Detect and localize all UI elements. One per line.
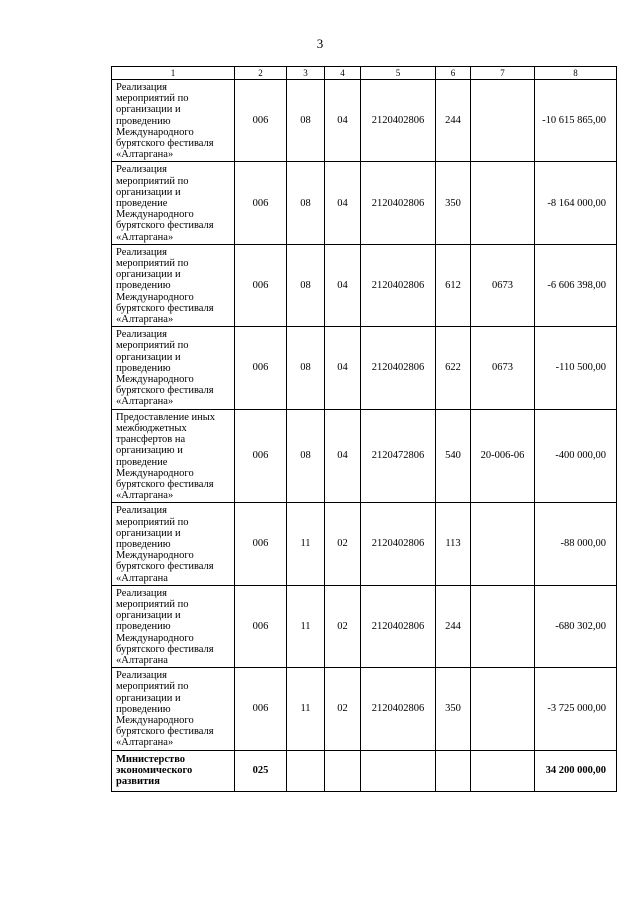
code-cell (471, 162, 535, 244)
table-body (112, 67, 617, 792)
code-cell: 2120402806 (361, 244, 436, 326)
code-cell: 04 (325, 244, 361, 326)
table-row (112, 327, 617, 409)
column-header: 2 (235, 67, 287, 80)
description-line: Международного (116, 714, 194, 726)
code-cell: 622 (436, 327, 471, 409)
column-header: 3 (287, 67, 325, 80)
code-cell: 2120402806 (361, 585, 436, 667)
amount-cell: -6 606 398,00 (535, 244, 617, 326)
description-line: организации и (116, 610, 181, 622)
description-cell (112, 327, 235, 409)
description-line: организации и (116, 104, 181, 116)
amount-cell: 34 200 000,00 (535, 750, 617, 791)
description-line: Международного (116, 632, 194, 644)
code-cell (325, 750, 361, 791)
description-line: проведению (116, 362, 171, 374)
column-header: 5 (361, 67, 436, 80)
table-row (112, 162, 617, 244)
description-line: Реализация (116, 505, 167, 517)
description-line: Международного (116, 550, 194, 562)
description-line: трансфертов на (116, 434, 186, 446)
code-cell: 2120402806 (361, 162, 436, 244)
description-line: Реализация (116, 329, 167, 341)
code-cell (471, 585, 535, 667)
description-line: проведению (116, 538, 171, 550)
description-line: организации и (116, 186, 181, 198)
description-line: проведению (116, 280, 171, 292)
description-line: Министерство (116, 753, 186, 765)
code-cell: 04 (325, 162, 361, 244)
description-line: проведению (116, 621, 171, 633)
code-cell (471, 80, 535, 162)
table-row (112, 409, 617, 503)
description-line: Реализация (116, 82, 167, 93)
column-header: 7 (471, 67, 535, 80)
description-line: проведению (116, 115, 171, 127)
code-cell (471, 668, 535, 750)
code-cell: 2120402806 (361, 503, 436, 585)
description-line: «Алтаргана» (116, 149, 174, 161)
description-line: Предоставление иных (116, 411, 216, 423)
code-cell (287, 750, 325, 791)
code-cell: 0673 (471, 327, 535, 409)
description-line: экономического (116, 764, 193, 776)
code-cell: 08 (287, 409, 325, 503)
code-cell: 540 (436, 409, 471, 503)
code-cell: 20-006-06 (471, 409, 535, 503)
code-cell: 113 (436, 503, 471, 585)
code-cell: 08 (287, 327, 325, 409)
code-cell: 006 (235, 80, 287, 162)
description-line: бурятского фестиваля (116, 561, 214, 573)
description-line: мероприятий по (116, 598, 189, 610)
description-line: проведению (116, 703, 171, 715)
description-cell (112, 668, 235, 750)
description-line: Реализация (116, 587, 167, 599)
description-line: развития (116, 776, 160, 788)
amount-cell: -88 000,00 (535, 503, 617, 585)
column-header: 4 (325, 67, 361, 80)
description-line: бурятского фестиваля (116, 478, 214, 490)
code-cell: 04 (325, 327, 361, 409)
table-row (112, 503, 617, 585)
description-line: Реализация (116, 670, 167, 682)
code-cell: 350 (436, 668, 471, 750)
amount-cell: -3 725 000,00 (535, 668, 617, 750)
column-header: 1 (112, 67, 235, 80)
description-line: мероприятий по (116, 681, 189, 693)
table-row (112, 585, 617, 667)
description-line: межбюджетных (116, 422, 187, 434)
description-cell (112, 244, 235, 326)
description-line: организацию и (116, 445, 183, 457)
column-header: 8 (535, 67, 617, 80)
code-cell: 02 (325, 503, 361, 585)
code-cell: 2120402806 (361, 80, 436, 162)
code-cell (436, 750, 471, 791)
description-line: «Алтаргана (116, 654, 168, 666)
code-cell: 2120402806 (361, 327, 436, 409)
amount-cell: -400 000,00 (535, 409, 617, 503)
description-cell (112, 409, 235, 503)
code-cell: 11 (287, 585, 325, 667)
description-cell (112, 585, 235, 667)
code-cell: 006 (235, 668, 287, 750)
description-line: Реализация (116, 164, 167, 176)
description-line: организации и (116, 269, 181, 281)
code-cell: 2120472806 (361, 409, 436, 503)
amount-cell: -8 164 000,00 (535, 162, 617, 244)
description-line: бурятского фестиваля (116, 220, 214, 232)
description-line: мероприятий по (116, 175, 189, 187)
description-line: организации и (116, 351, 181, 363)
total-row (112, 750, 617, 791)
table-row (112, 80, 617, 162)
description-line: «Алтаргана» (116, 314, 174, 326)
code-cell: 006 (235, 409, 287, 503)
description-line: проведение (116, 456, 168, 468)
code-cell: 006 (235, 162, 287, 244)
description-cell (112, 162, 235, 244)
description-line: бурятского фестиваля (116, 138, 214, 150)
table-row (112, 668, 617, 750)
description-line: Международного (116, 291, 194, 303)
code-cell: 006 (235, 327, 287, 409)
code-cell: 244 (436, 585, 471, 667)
description-line: бурятского фестиваля (116, 302, 214, 314)
code-cell: 02 (325, 585, 361, 667)
code-cell: 0673 (471, 244, 535, 326)
table-row (112, 244, 617, 326)
code-cell: 08 (287, 244, 325, 326)
code-cell: 2120402806 (361, 668, 436, 750)
code-cell: 006 (235, 585, 287, 667)
code-cell: 006 (235, 503, 287, 585)
description-line: мероприятий по (116, 93, 189, 105)
description-line: бурятского фестиваля (116, 726, 214, 738)
code-cell: 006 (235, 244, 287, 326)
description-line: «Алтаргана» (116, 490, 174, 502)
code-cell: 350 (436, 162, 471, 244)
description-line: Реализация (116, 246, 167, 258)
code-cell (361, 750, 436, 791)
description-line: бурятского фестиваля (116, 385, 214, 397)
amount-cell: -110 500,00 (535, 327, 617, 409)
page-number: 3 (316, 36, 324, 51)
description-line: мероприятий по (116, 516, 189, 528)
code-cell: 11 (287, 503, 325, 585)
code-cell: 612 (436, 244, 471, 326)
code-cell: 04 (325, 409, 361, 503)
amount-cell: -10 615 865,00 (535, 80, 617, 162)
description-line: «Алтаргана» (116, 396, 174, 408)
description-line: организации и (116, 527, 181, 539)
description-cell (112, 503, 235, 585)
code-cell: 02 (325, 668, 361, 750)
description-line: Международного (116, 209, 194, 221)
description-line: мероприятий по (116, 258, 189, 270)
column-header: 6 (436, 67, 471, 80)
code-cell: 025 (235, 750, 287, 791)
code-cell: 04 (325, 80, 361, 162)
description-line: организации и (116, 692, 181, 704)
description-line: бурятского фестиваля (116, 643, 214, 655)
description-line: Международного (116, 467, 194, 479)
header-row (112, 67, 617, 80)
description-line: «Алтаргана (116, 572, 168, 584)
description-line: «Алтаргана» (116, 231, 174, 243)
code-cell (471, 503, 535, 585)
description-line: «Алтаргана» (116, 737, 174, 749)
description-cell (112, 750, 235, 791)
description-line: Международного (116, 126, 194, 138)
description-cell (112, 80, 235, 162)
code-cell: 08 (287, 80, 325, 162)
budget-table (111, 66, 617, 792)
amount-cell: -680 302,00 (535, 585, 617, 667)
description-line: Международного (116, 374, 194, 386)
code-cell: 08 (287, 162, 325, 244)
description-line: мероприятий по (116, 340, 189, 352)
code-cell: 244 (436, 80, 471, 162)
description-line: проведение (116, 198, 168, 210)
code-cell: 11 (287, 668, 325, 750)
code-cell (471, 750, 535, 791)
